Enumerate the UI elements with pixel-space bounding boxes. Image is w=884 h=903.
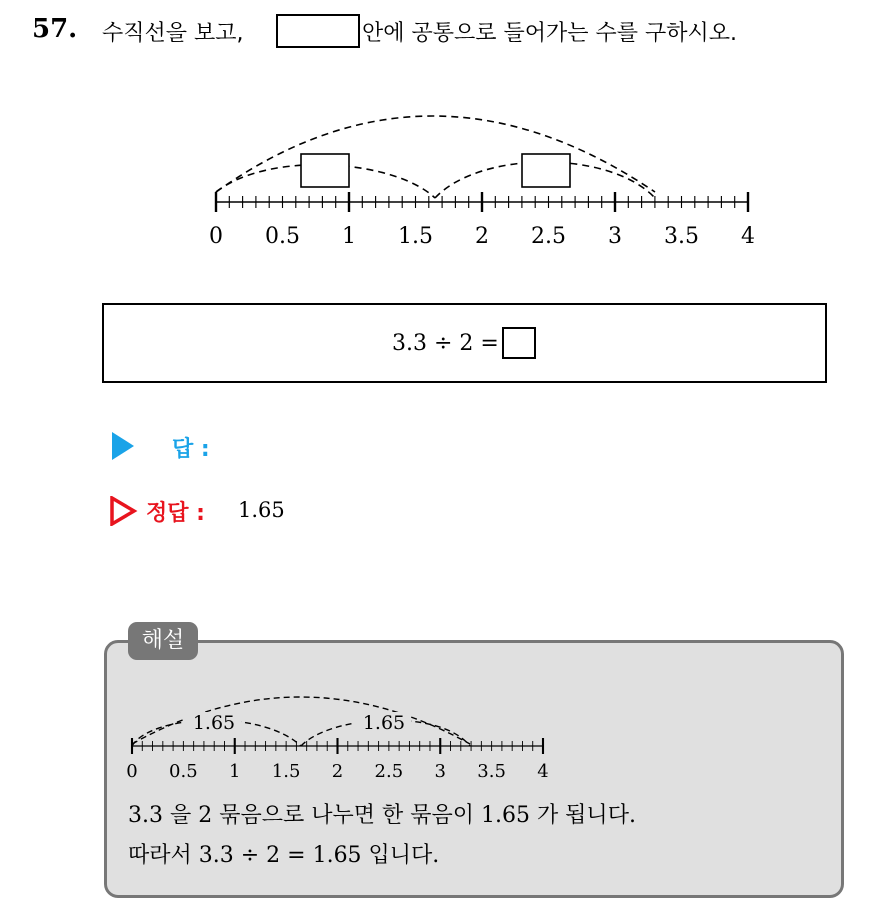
expl-tick-label: 3.5: [477, 761, 506, 782]
question-number: 57.: [32, 14, 78, 44]
expl-tick-label: 0: [126, 761, 138, 782]
jump-label-1: 1.65: [192, 712, 236, 734]
top-tick-label: 1.5: [398, 224, 433, 249]
unknown-box-2: [522, 154, 570, 187]
explanation-line-2: 따라서 3.3 ÷ 2 = 1.65 입니다.: [128, 843, 440, 868]
equation-text: 3.3 ÷ 2 =: [392, 331, 499, 356]
expl-tick-label: 2: [331, 761, 344, 782]
expl-tick-label: 3: [434, 761, 446, 782]
tick-labels-top: [209, 224, 755, 249]
expl-tick-label: 1.5: [271, 761, 301, 782]
number-line-explanation: [132, 738, 543, 754]
expl-tick-label: 4: [537, 761, 549, 782]
top-tick-label: 0: [209, 224, 223, 249]
unknown-box-1: [301, 154, 349, 187]
top-tick-label: 3.5: [664, 224, 699, 249]
question-text-before: 수직선을 보고,: [102, 21, 244, 46]
explanation-number-line-diagram: [0, 660, 884, 790]
arc-0-to-3.3: [216, 116, 655, 192]
question-text-after: 안에 공통으로 들어가는 수를 구하시오.: [362, 21, 737, 46]
expl-tick-label: 2.5: [374, 761, 404, 782]
correct-answer-value: 1.65: [238, 498, 285, 522]
top-tick-label: 2: [475, 224, 489, 249]
tick-labels-explanation: [126, 761, 548, 782]
number-line-diagram: [0, 0, 884, 270]
equation-blank: [502, 327, 536, 359]
jump-arcs-explanation: [132, 697, 470, 746]
correct-answer-label: 정답 :: [146, 501, 205, 526]
explanation-line-1: 3.3 을 2 묶음으로 나누면 한 묶음이 1.65 가 됩니다.: [128, 803, 636, 828]
answer-arrow-icon: [112, 432, 136, 460]
top-tick-label: 1: [342, 224, 356, 249]
top-tick-label: 3: [608, 224, 622, 249]
jump-label-2: 1.65: [362, 712, 406, 734]
explanation-tab: 해설: [128, 622, 198, 660]
correct-answer-arrow-icon: [110, 496, 138, 526]
expl-arc-0-to-3.3: [132, 697, 470, 744]
answer-label: 답 :: [172, 437, 210, 462]
top-tick-label: 2.5: [531, 224, 566, 249]
expl-tick-label: 0.5: [169, 761, 198, 782]
expl-tick-label: 1: [229, 761, 241, 782]
number-line-top: [216, 192, 748, 212]
top-tick-label: 0.5: [265, 224, 300, 249]
jump-arcs-top: [216, 116, 655, 198]
top-tick-label: 4: [741, 224, 755, 249]
